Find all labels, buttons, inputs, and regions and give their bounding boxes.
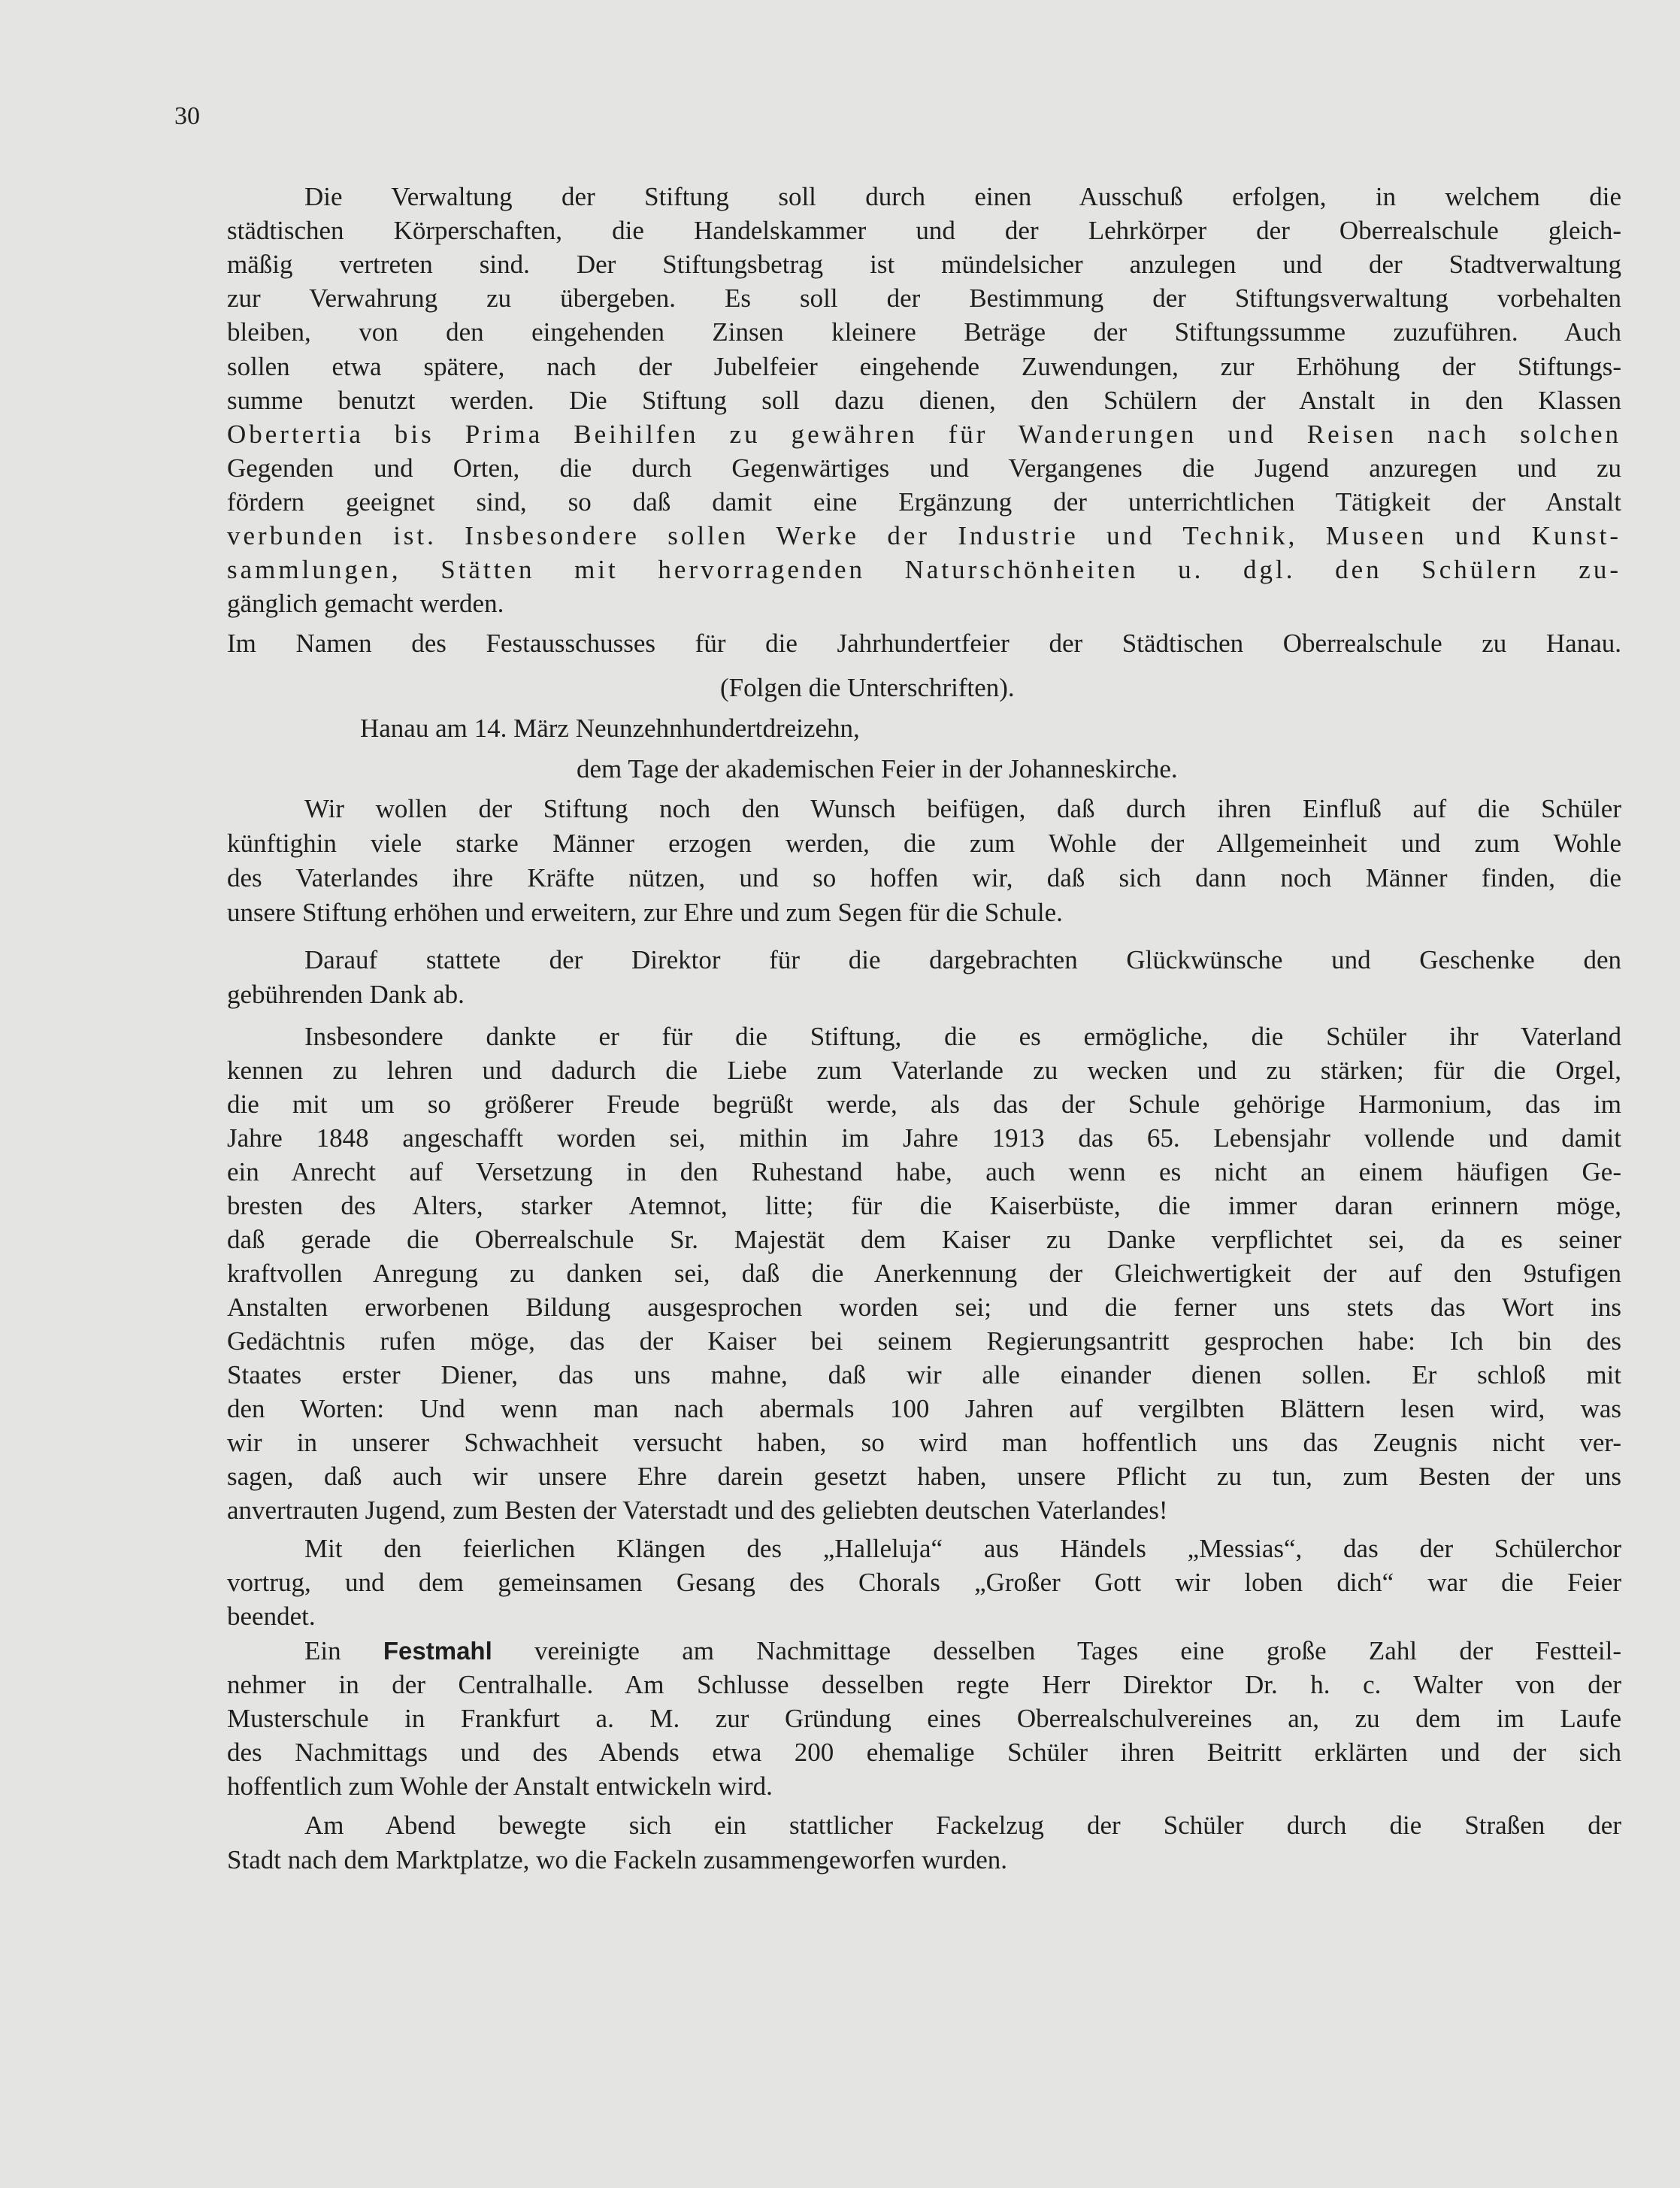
text-line: sollen etwa spätere, nach der Jubelfeier eingehende Zuwendungen, zur Erhöhung der Stiftungs- xyxy=(227,351,1621,381)
text-line: Insbesondere dankte er für die Stiftung, die es ermögliche, die Schüler ihr Vaterland xyxy=(304,1022,1621,1051)
text-line: bresten des Alters, starker Atemnot, litte; für die Kaiserbüste, die immer daran erinnern möge, xyxy=(227,1191,1621,1220)
text-line: kraftvollen Anregung zu danken sei, daß die Anerkennung der Gleichwertigkeit der auf den 9stufigen xyxy=(227,1259,1621,1288)
text-line: gebührenden Dank ab. xyxy=(227,980,465,1009)
text-line: Gedächtnis rufen möge, das der Kaiser bei seinem Regierungsantritt gesprochen habe: Ich bin des xyxy=(227,1326,1621,1356)
text-line: summe benutzt werden. Die Stiftung soll dazu dienen, den Schülern der Anstalt in den Klassen xyxy=(227,385,1621,415)
text-line: Mit den feierlichen Klängen des „Halleluja“ aus Händels „Messias“, das der Schülerchor xyxy=(304,1534,1621,1563)
text-line: Anstalten erworbenen Bildung ausgesprochen worden sei; und die ferner uns stets das Wort ins xyxy=(227,1292,1621,1322)
text-line: Staates erster Diener, das uns mahne, daß wir alle einander dienen sollen. Er schloß mit xyxy=(227,1360,1621,1389)
text-line: Obertertia bis Prima Beihilfen zu gewähren für Wanderungen und Reisen nach solchen xyxy=(227,419,1621,449)
text-line: Musterschule in Frankfurt a. M. zur Gründung eines Oberrealschulvereines an, zu dem im Laufe xyxy=(227,1704,1621,1733)
text-line: zur Verwahrung zu übergeben. Es soll der Bestimmung der Stiftungsverwaltung vorbehalten xyxy=(227,283,1621,314)
text-line xyxy=(304,1634,1621,1668)
text-line: die mit um so größerer Freude begrüßt werde, als das der Schule gehörige Harmonium, das im xyxy=(227,1089,1621,1119)
text-line: bleiben, von den eingehenden Zinsen kleinere Beträge der Stiftungssumme zuzuführen. Auch xyxy=(227,317,1621,347)
text-line: Stadt nach dem Marktplatze, wo die Fackeln zusammengeworfen wurden. xyxy=(227,1845,1007,1874)
text-line: anvertrauten Jugend, zum Besten der Vaterstadt und des geliebten deutschen Vaterlandes! xyxy=(227,1496,1168,1525)
text-line: des Vaterlandes ihre Kräfte nützen, und so hoffen wir, daß sich dann noch Männer finden, die xyxy=(227,863,1621,892)
text-line: sammlungen, Stätten mit hervorragenden Naturschönheiten u. dgl. den Schülern zu- xyxy=(227,555,1621,585)
text-line: Am Abend bewegte sich ein stattlicher Fackelzug der Schüler durch die Straßen der xyxy=(304,1811,1621,1840)
text-line: fördern geeignet sind, so daß damit eine Ergänzung der unterrichtlichen Tätigkeit der Anstalt xyxy=(227,486,1621,517)
text-line: wir in unserer Schwachheit versucht haben, so wird man hoffentlich uns das Zeugnis nicht ver- xyxy=(227,1428,1621,1457)
text-line: mäßig vertreten sind. Der Stiftungsbetrag ist mündelsicher anzulegen und der Stadtverwaltung xyxy=(227,250,1621,280)
text-fragment: Ein xyxy=(304,1636,383,1665)
text-line: künftighin viele starke Männer erzogen werden, die zum Wohle der Allgemeinheit und zum Wohle xyxy=(227,829,1621,858)
text-line: vortrug, und dem gemeinsamen Gesang des Chorals „Großer Gott wir loben dich“ war die Feier xyxy=(227,1568,1621,1597)
text-line: unsere Stiftung erhöhen und erweitern, zur Ehre und zum Segen für die Schule. xyxy=(227,898,1063,927)
text-line: Die Verwaltung der Stiftung soll durch einen Ausschuß erfolgen, in welchem die xyxy=(304,182,1621,211)
text-line: den Worten: Und wenn man nach abermals 100 Jahren auf vergilbten Blättern lesen wird, was xyxy=(227,1394,1621,1423)
text-line: sagen, daß auch wir unsere Ehre darein gesetzt haben, unsere Pflicht zu tun, zum Besten der uns xyxy=(227,1462,1621,1491)
text-line: städtischen Körperschaften, die Handelskammer und der Lehrkörper der Oberrealschule gleich- xyxy=(227,216,1621,246)
text-line: hoffentlich zum Wohle der Anstalt entwickeln wird. xyxy=(227,1771,773,1801)
text-line: verbunden ist. Insbesondere sollen Werke der Industrie und Technik, Museen und Kunst- xyxy=(227,521,1621,550)
text-line: beendet. xyxy=(227,1602,316,1631)
text-line: Gegenden und Orten, die durch Gegenwärtiges und Vergangenes die Jugend anzuregen und zu xyxy=(227,453,1621,483)
text-line: Darauf stattete der Direktor für die dargebrachten Glückwünsche und Geschenke den xyxy=(304,945,1621,974)
text-line: Im Namen des Festausschusses für die Jahrhundertfeier der Städtischen Oberrealschule zu Hanau. xyxy=(227,629,1621,658)
text-fragment: vereinigte am Nachmittage desselben Tages eine große Zahl der Festteil- xyxy=(492,1636,1621,1665)
text-line: gänglich gemacht werden. xyxy=(227,589,504,619)
text-line: ein Anrecht auf Versetzung in den Ruhestand habe, auch wenn es nicht an einem häufigen Ge- xyxy=(227,1157,1621,1186)
text-line: kennen zu lehren und dadurch die Liebe zum Vaterlande zu wecken und zu stärken; für die Orgel, xyxy=(227,1056,1621,1085)
text-line: (Folgen die Unterschriften). xyxy=(720,673,1015,702)
text-line: daß gerade die Oberrealschule Sr. Majestät dem Kaiser zu Danke verpflichtet sei, da es seiner xyxy=(227,1225,1621,1254)
text-line: des Nachmittags und des Abends etwa 200 ehemalige Schüler ihren Beitritt erklärten und der sich xyxy=(227,1738,1621,1767)
text-line: Jahre 1848 angeschafft worden sei, mithin im Jahre 1913 das 65. Lebensjahr vollende und damit xyxy=(227,1123,1621,1153)
page-number: 30 xyxy=(174,102,200,130)
text-line: nehmer in der Centralhalle. Am Schlusse desselben regte Herr Direktor Dr. h. c. Walter von der xyxy=(227,1670,1621,1699)
text-line: dem Tage der akademischen Feier in der Johanneskirche. xyxy=(577,754,1178,783)
text-line: Hanau am 14. März Neunzehnhundertdreizehn, xyxy=(360,714,860,743)
bold-term: Festmahl xyxy=(383,1637,492,1665)
text-line: Wir wollen der Stiftung noch den Wunsch beifügen, daß durch ihren Einfluß auf die Schüler xyxy=(304,794,1621,823)
